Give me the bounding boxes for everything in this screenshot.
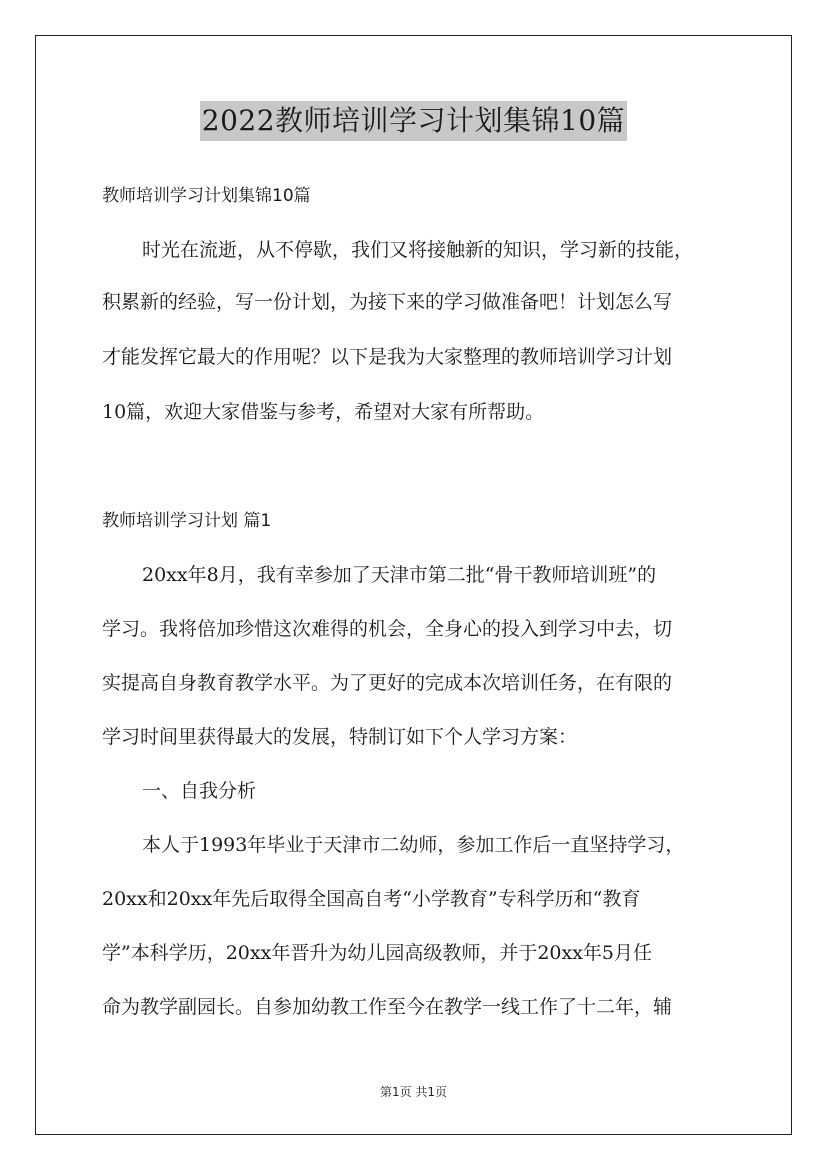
paragraph-line: 学”本科学历，20xx年晋升为幼儿园高级教师，并于20xx年5月任 <box>102 942 653 964</box>
document-title <box>0 100 827 141</box>
document-subtitle: 教师培训学习计划集锦10篇 <box>102 186 311 206</box>
intro-line: 时光在流逝，从不停歇，我们又将接触新的知识，学习新的技能， <box>142 239 694 261</box>
paragraph-line: 20xx年8月，我有幸参加了天津市第二批“骨干教师培训班”的 <box>142 564 657 586</box>
intro-line: 10篇，欢迎大家借鉴与参考，希望对大家有所帮助。 <box>102 401 545 423</box>
intro-line: 才能发挥它最大的作用呢？以下是我为大家整理的教师培训学习计划 <box>102 346 673 368</box>
paragraph-line: 学习时间里获得最大的发展，特制订如下个人学习方案： <box>102 726 578 748</box>
paragraph-line: 命为教学副园长。自参加幼教工作至今在教学一线工作了十二年，辅 <box>102 996 673 1018</box>
paragraph-line: 20xx和20xx年先后取得全国高自考“小学教育”专科学历和“教育 <box>102 888 641 910</box>
intro-line: 积累新的经验，写一份计划，为接下来的学习做准备吧！计划怎么写 <box>102 291 673 313</box>
paragraph-line: 学习。我将倍加珍惜这次难得的机会，全身心的投入到学习中去，切 <box>102 618 673 640</box>
section-heading: 教师培训学习计划 篇1 <box>102 511 272 531</box>
subsection-heading: 一、自我分析 <box>142 780 257 802</box>
page-footer: 第1页 共1页 <box>379 1085 448 1099</box>
document-title-text: 2022教师培训学习计划集锦10篇 <box>200 101 627 141</box>
paragraph-line: 本人于1993年毕业于天津市二幼师，参加工作后一直坚持学习， <box>142 834 685 856</box>
paragraph-line: 实提高自身教育教学水平。为了更好的完成本次培训任务，在有限的 <box>102 672 673 694</box>
